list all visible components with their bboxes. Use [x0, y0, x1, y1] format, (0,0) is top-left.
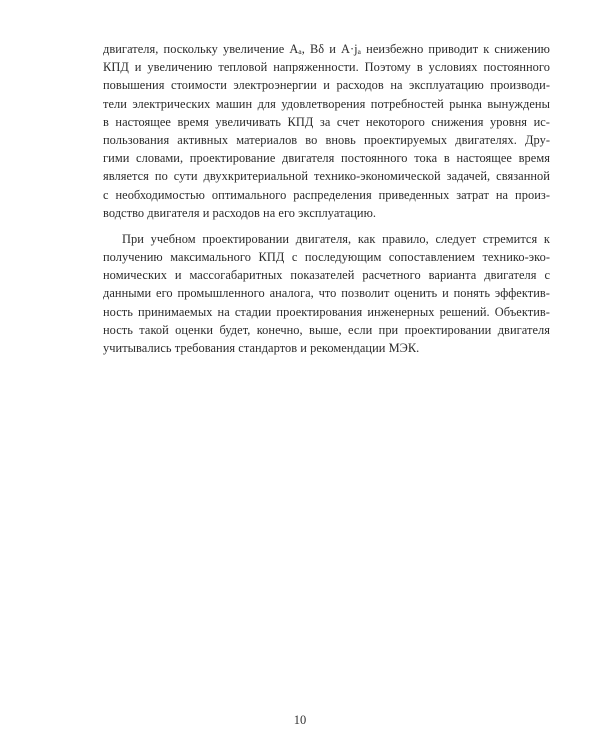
text-line: повышения стоимости электроэнергии и расходов на эксплуатацию производи- [103, 78, 550, 93]
text-line: получению максимального КПД с последующим сопоставлением технико-эко- [103, 250, 550, 265]
text-line: номических и массогабаритных показателей расчетного варианта двигателя с [103, 268, 550, 283]
text-line: данными его промышленного аналога, что позволит оценить и понять эффектив- [103, 286, 550, 301]
text-line: ность такой оценки будет, конечно, выше, если при проектировании двигателя [103, 322, 550, 337]
paragraph [103, 230, 550, 357]
text-line: водство двигателя и расходов на его эксплуатацию. [103, 205, 377, 220]
text-line: гими словами, проектирование двигателя постоянного тока в настоящее время [103, 151, 550, 166]
text-line: с необходимостью оптимального распределения приведенных затрат на произ- [103, 187, 550, 202]
text-line: ность принимаемых на стадии проектирования инженерных решений. Объектив- [103, 304, 550, 319]
text-line: КПД и увеличению тепловой напряженности. Поэтому в условиях постоянного [103, 60, 550, 75]
text-line: пользования активных материалов во вновь проектируемых двигателях. Дру- [103, 132, 550, 147]
text-line: в настоящее время увеличивать КПД за счет некоторого снижения уровня ис- [103, 114, 550, 129]
page-number: 10 [293, 713, 307, 727]
body-text [103, 40, 550, 357]
text-line: учитывались требования стандартов и рекомендации МЭК. [103, 341, 420, 355]
text-line: является по сути двухкритериальной технико-экономической задачей, связанной [103, 169, 550, 184]
text-line: двигателя, поскольку увеличение Aₐ, Bδ и A·jₐ неизбежно приводит к снижению [103, 42, 550, 56]
text-line: При учебном проектировании двигателя, как правило, следует стремится к [122, 231, 550, 246]
text-line: тели электрических машин для удовлетворения потребностей рынка вынуждены [103, 96, 550, 111]
paragraph [103, 40, 550, 222]
